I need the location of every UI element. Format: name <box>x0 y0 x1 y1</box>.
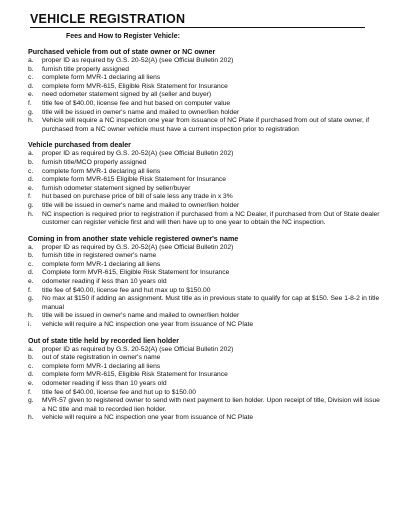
list-item-marker: b. <box>28 252 34 260</box>
item-list <box>28 346 380 423</box>
list-item-text: title will be issued in owner's name and mailed to owner/lien holder <box>42 201 240 209</box>
list-item <box>28 346 380 355</box>
list-item-text: complete form MVR-1 declaring all liens <box>42 362 161 370</box>
list-item-text: proper ID as required by G.S. 20-52(A) (see Official Bulletin 202) <box>42 243 234 251</box>
list-item <box>28 66 380 75</box>
list-item-text: hut based on purchase price of bill of sale less any trade in x 3% <box>42 193 233 201</box>
list-item <box>28 414 380 423</box>
list-item-marker: d. <box>28 176 34 184</box>
list-item-marker: c. <box>28 74 34 82</box>
list-item <box>28 380 380 389</box>
list-item-marker: e. <box>28 380 34 387</box>
list-item-marker: f. <box>28 99 32 107</box>
list-item <box>28 261 380 270</box>
section <box>28 235 380 330</box>
list-item-text: vehicle will require a NC inspection one year from issuance of NC Plate <box>42 414 254 422</box>
list-item-marker: c. <box>28 167 34 175</box>
list-item-text: furnish title in registered owner's name <box>42 252 157 260</box>
list-item <box>28 269 380 278</box>
list-item <box>28 202 380 211</box>
list-item <box>28 150 380 159</box>
list-item-marker: c. <box>28 260 34 268</box>
list-item <box>28 312 380 321</box>
list-item-marker: a. <box>28 150 34 158</box>
list-item-text: vehicle will require a NC inspection one year from issuance of NC Plate <box>42 321 254 329</box>
list-item-marker: e. <box>28 278 34 286</box>
list-item-marker: h. <box>28 312 34 320</box>
list-item <box>28 176 380 185</box>
list-item-marker: a. <box>28 345 34 353</box>
section <box>28 141 380 227</box>
list-item-marker: h. <box>28 414 34 422</box>
list-item-marker: g. <box>28 397 34 405</box>
list-item-text: No max at $150 if adding an assignment. Must title as in previous state to qualify for cap at $150. See 1-8-2 in title manual <box>42 295 380 311</box>
list-item <box>28 244 380 253</box>
list-item <box>28 211 380 228</box>
list-item-marker: b. <box>28 158 34 166</box>
list-item-text: title will be issued in owner's name and mailed to owner/lien holder <box>42 312 240 320</box>
list-item <box>28 109 380 118</box>
section <box>28 48 380 134</box>
list-item <box>28 57 380 66</box>
list-item-marker: f. <box>28 286 32 294</box>
list-item <box>28 252 380 261</box>
list-item <box>28 159 380 168</box>
list-item-marker: a. <box>28 243 34 251</box>
list-item-marker: c. <box>28 362 34 370</box>
list-item <box>28 278 380 287</box>
list-item-text: title fee of $40.00, license fee and hut based on computer value <box>42 99 231 107</box>
list-item-marker: d. <box>28 82 34 90</box>
list-item-text: NC inspection is required prior to registration if purchased from a NC Dealer, if purchased from Out of State dealer customer can register vehicle first and will then have up to one year to obtain the NC inspection. <box>42 210 380 227</box>
list-item-text: complete form MVR-615, Eligible Risk Statement for Insurance <box>42 82 228 90</box>
list-item-text: need odometer statement signed by all (seller and buyer) <box>42 91 212 99</box>
list-item-text: complete form MVR-1 declaring all liens <box>42 74 161 82</box>
list-item <box>28 354 380 363</box>
list-item-text: title fee of $40.00, license fee and hut up to $150.00 <box>42 388 196 396</box>
sections-container <box>28 48 380 423</box>
list-item-text: title will be issued in owner's name and mailed to owner/lien holder <box>42 108 240 116</box>
list-item-text: odometer reading if less than 10 years old <box>42 380 167 387</box>
section-heading: Vehicle purchased from dealer <box>28 141 131 150</box>
list-item <box>28 100 380 109</box>
list-item-text: furnish title properly assigned <box>42 65 129 73</box>
section-heading: Purchased vehicle from out of state owner or NC owner <box>28 48 216 56</box>
list-item-text: complete form MVR-1 declaring all liens <box>42 167 161 175</box>
list-item-marker: h. <box>28 117 34 125</box>
list-item <box>28 397 380 414</box>
list-item-marker: i. <box>28 321 32 329</box>
list-item <box>28 295 380 312</box>
list-item-marker: e. <box>28 91 34 99</box>
list-item <box>28 321 380 330</box>
list-item-marker: g. <box>28 201 34 209</box>
list-item-text: proper ID as required by G.S. 20-52(A) (see Official Bulletin 202) <box>42 150 234 158</box>
list-item-marker: g. <box>28 108 34 116</box>
item-list <box>28 57 380 134</box>
list-item-text: complete form MVR-615 Eligible Risk Statement for Insurance <box>42 176 226 184</box>
list-item-text: complete form MVR-1 declaring all liens <box>42 260 161 268</box>
list-item-marker: f. <box>28 388 32 396</box>
list-item-marker: e. <box>28 184 34 192</box>
list-item-marker: d. <box>28 269 34 277</box>
list-item-text: MVR-57 given to registered owner to send with next payment to lien holder. Upon receipt of title, Division will issue a NC title and mail to recorded lien holder. <box>42 397 380 413</box>
list-item-marker: b. <box>28 65 34 73</box>
list-item-text: furnish odometer statement signed by seller/buyer <box>42 184 191 192</box>
list-item <box>28 363 380 372</box>
item-list <box>28 244 380 330</box>
list-item <box>28 168 380 177</box>
list-item-marker: h. <box>28 210 34 218</box>
list-item <box>28 185 380 194</box>
list-item-marker: a. <box>28 57 34 64</box>
page-subtitle: Fees and How to Register Vehicle: <box>66 33 180 40</box>
section <box>28 337 380 423</box>
list-item-marker: b. <box>28 354 34 362</box>
section-heading: Out of state title held by recorded lien holder <box>28 336 179 345</box>
list-item <box>28 117 380 134</box>
item-list <box>28 150 380 227</box>
section-heading: Coming in from another state vehicle registered owner's name <box>28 234 239 243</box>
list-item-text: out of state registration in owner's name <box>42 354 161 362</box>
list-item-marker: g. <box>28 295 34 303</box>
list-item-marker: d. <box>28 371 34 379</box>
list-item-text: proper ID as required by G.S. 20-52(A) (see Official Bulletin 202) <box>42 57 234 64</box>
list-item-text: Complete form MVR-615, Eligible Risk Statement for Insurance <box>42 269 230 277</box>
list-item-text: title fee of $40.00, license fee and hut max up to $150.00 <box>42 286 211 294</box>
list-item <box>28 193 380 202</box>
list-item-text: proper ID as required by G.S. 20-52(A) (see Official Bulletin 202) <box>42 345 234 353</box>
list-item <box>28 389 380 398</box>
list-item-text: furnish title/MCO properly assigned <box>42 158 147 166</box>
list-item <box>28 74 380 83</box>
list-item <box>28 287 380 296</box>
list-item <box>28 91 380 100</box>
page-title: VEHICLE REGISTRATION <box>30 12 365 28</box>
list-item <box>28 371 380 380</box>
list-item-text: odometer reading if less than 10 years old <box>42 278 167 286</box>
list-item-text: Vehicle will require a NC inspection one year from issuance of NC Plate if purchased from out of state owner, if purchased from a NC owner vehicle must have a current inspection prior to registration <box>42 117 370 133</box>
list-item <box>28 83 380 92</box>
list-item-text: complete form MVR-615, Eligible Risk Statement for Insurance <box>42 371 228 379</box>
list-item-marker: f. <box>28 193 32 201</box>
